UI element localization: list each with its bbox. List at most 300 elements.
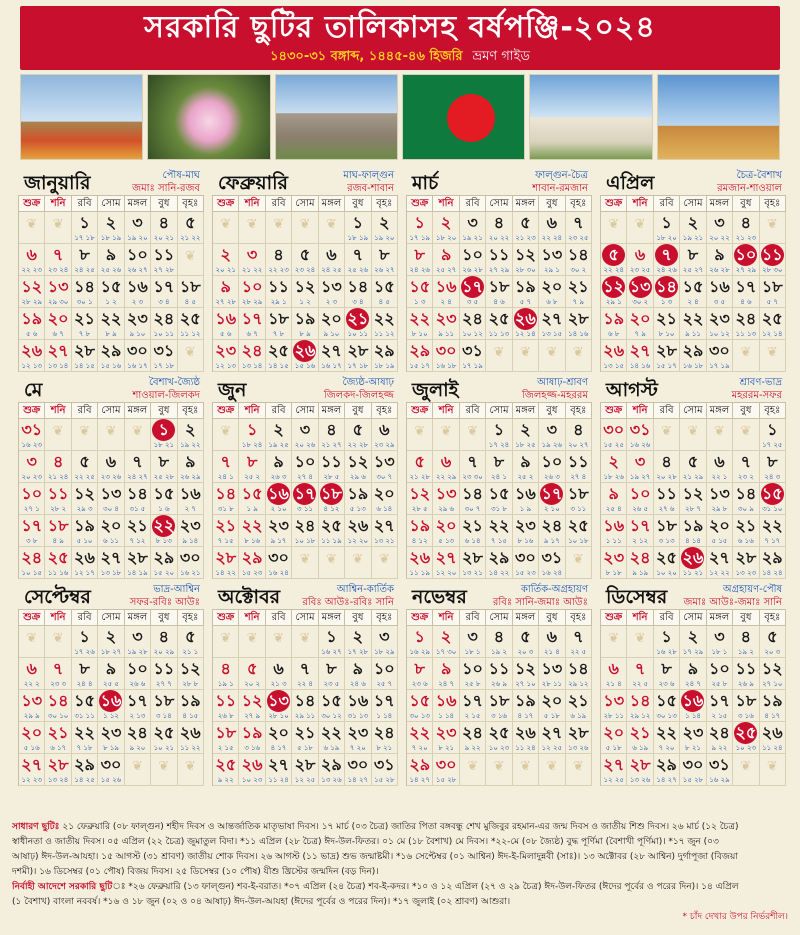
day-number: ৫ (414, 452, 425, 471)
day-cell (460, 658, 486, 690)
day-number: ৯ (687, 659, 699, 678)
day-number: ১ (493, 420, 505, 439)
day-cell (151, 276, 177, 308)
day-cell (680, 483, 706, 515)
bangla-hijri-dates: ৫ ১৮ (297, 744, 313, 752)
weekday-header: রবি (266, 196, 292, 212)
day-number: ৩ (379, 627, 390, 646)
empty-day-cell (345, 547, 371, 579)
floral-ornament-icon: ❦ (766, 345, 778, 360)
day-number: ৯ (220, 277, 231, 296)
day-cell (345, 690, 371, 722)
month-name: অক্টোবর (218, 586, 281, 608)
day-cell (372, 690, 398, 722)
day-number: ১ (661, 213, 672, 232)
bangla-hijri-dates: ৭ ১৫ (491, 537, 507, 545)
day-number: ২ (352, 627, 364, 646)
day-number: ৩ (132, 213, 143, 232)
bangla-hijri-dates: ২ ১৩ (129, 712, 146, 720)
day-number: ২২ (682, 309, 704, 328)
bangla-hijri-dates: ২৯ ১ (605, 298, 622, 306)
bangla-hijri-dates: ৮ ২১ (376, 744, 393, 752)
bangla-hijri-dates: ২৯ ৯ (23, 712, 40, 720)
weekday-header: শনি (627, 403, 653, 419)
bangla-hijri-dates: ২৮ ৫ (411, 505, 428, 513)
day-cell (566, 244, 592, 276)
day-number: ২ (220, 245, 231, 264)
floral-ornament-icon: ❦ (273, 631, 285, 646)
day-cell (760, 626, 786, 658)
day-number: ২০ (373, 484, 395, 503)
bangla-hijri-dates: ২৬ ৬ (129, 680, 146, 688)
bangla-hijri-dates: ২০ ২১ (153, 234, 175, 242)
day-cell (98, 308, 124, 340)
day-number: ১৯ (179, 691, 201, 710)
day-cell (539, 276, 565, 308)
bangla-hijri-dates: ২৬ ২৮ (462, 266, 483, 274)
bangla-hijri-dates: ৪ ৬ (740, 298, 752, 306)
bangla-hijri-dates: ২৭ ৪ (570, 473, 587, 481)
day-cell (319, 483, 345, 515)
bangla-hijri-dates: ১১ ১৯ (409, 569, 430, 577)
weekday-header: শুক্র (213, 196, 239, 212)
day-cell (72, 658, 98, 690)
bangla-hijri-dates: ২৫ ২৭ (435, 266, 457, 274)
day-number: ৩০ (179, 548, 201, 567)
day-cell (654, 276, 680, 308)
weekday-header: বুধ (539, 196, 565, 212)
day-number: ৪ (158, 213, 170, 232)
bangla-hijri-dates: ১৭ ২৪ (488, 441, 510, 449)
day-number: ২১ (656, 309, 677, 328)
floral-ornament-icon: ❦ (131, 424, 143, 439)
day-cell (513, 419, 539, 451)
bangla-hijri-dates: ২৯ ৬ (438, 505, 455, 513)
day-cell (345, 244, 371, 276)
bangla-hijri-dates: ২ ৭ (184, 505, 196, 513)
day-cell (345, 451, 371, 483)
day-cell (707, 690, 733, 722)
day-cell (407, 658, 433, 690)
day-cell (45, 658, 71, 690)
day-cell (151, 308, 177, 340)
bangla-hijri-dates: ২৩ ২৬ (100, 473, 122, 481)
day-cell (513, 483, 539, 515)
day-cell (654, 515, 680, 547)
day-cell (601, 515, 627, 547)
floral-ornament-icon: ❦ (661, 424, 673, 439)
day-cell (292, 722, 318, 754)
month-header (212, 374, 398, 402)
bangla-hijri-dates: ২৫ ৪ (605, 505, 622, 513)
weekday-header: শনি (433, 610, 459, 626)
floral-ornament-icon: ❦ (273, 217, 285, 232)
bangla-hijri-dates: ১৩ ১৪ (241, 362, 263, 370)
day-number: ২১ (215, 516, 237, 535)
bangla-hijri-dates: ১৮ ২৫ (515, 441, 536, 449)
bangla-months: আশ্বিন-কার্তিক (336, 584, 394, 595)
day-cell (566, 515, 592, 547)
day-cell (178, 626, 204, 658)
day-number: ২৯ (100, 341, 122, 360)
day-cell (72, 483, 98, 515)
day-number: ৮ (379, 245, 390, 264)
month-calendar (406, 609, 592, 786)
day-cell (72, 722, 98, 754)
bangla-hijri-dates: ৬ ৭ (52, 330, 64, 338)
day-number: ৪ (493, 627, 505, 646)
bangla-hijri-dates: ১ ৯ (519, 505, 532, 513)
day-number: ১৩ (709, 484, 730, 503)
day-number: ১২ (294, 277, 316, 296)
day-number: ২৯ (74, 755, 95, 774)
day-cell (239, 658, 265, 690)
day-cell (513, 515, 539, 547)
bangla-hijri-dates: ১৫ ২৩ (515, 569, 536, 577)
day-cell (601, 690, 627, 722)
day-cell (433, 451, 459, 483)
weekday-header: সোম (680, 610, 706, 626)
bangla-hijri-dates: ১৩ ২৬ (321, 776, 342, 784)
month-block (406, 372, 592, 579)
weekday-header: শুক্র (19, 403, 45, 419)
bangla-hijri-dates: ৮ ১৬ (244, 537, 261, 545)
day-number: ৪ (158, 627, 170, 646)
month-header (406, 581, 592, 609)
bangla-hijri-dates: ৪ ১৭ (270, 744, 287, 752)
day-number: ২৭ (541, 723, 563, 742)
day-number: ২১ (462, 516, 483, 535)
day-number: ২৮ (347, 341, 369, 360)
day-number: ১৯ (603, 309, 625, 328)
day-cell (486, 515, 512, 547)
bangla-hijri-dates: ২৪ ৩ (764, 473, 781, 481)
bangla-hijri-dates: ৩০ ১৩ (409, 712, 430, 720)
day-cell (372, 658, 398, 690)
bangla-hijri-dates: ৭ ২০ (658, 744, 675, 752)
weekday-header: রবি (654, 610, 680, 626)
day-number: ১৪ (74, 277, 95, 296)
bangla-hijri-dates: ৩ ১১ (570, 505, 587, 513)
empty-day-cell (98, 419, 124, 451)
day-cell (45, 515, 71, 547)
empty-day-cell (125, 419, 151, 451)
month-header (18, 374, 204, 402)
day-number: ১৬ (347, 691, 369, 710)
day-cell (19, 308, 45, 340)
day-number: ১৭ (373, 691, 395, 710)
day-number: ১০ (241, 277, 263, 296)
bangla-hijri-dates: ৫ ১৮ (605, 744, 622, 752)
day-number: ১৭ (241, 309, 263, 328)
bangla-hijri-dates: ১৩ ২১ (374, 537, 395, 545)
bangla-hijri-dates: ২ ১২ (632, 537, 649, 545)
bangla-months: চৈত্র-বৈশাখ (736, 170, 782, 181)
general-holiday-text-3: আষাঢ়) ঈদ-উল-আযহা। ১৫ আগস্ট (৩১ শ্রাবণ) জাতীয় শোক দিবস। ২৬ আগস্ট (১১ ভাদ্র) শুভ জন্মাষ্টমী। *১৬ সেপ্টেম্বর (০১ আশ্বিন) ঈদ-ই-মিলাদুন্নবী (সাঃ)। ১৩ অক্টোবর (২৮ আশ্বিন) দুর্গাপূজা (বিজয়া (12, 852, 738, 862)
bangla-hijri-dates: ২০ ২২ (709, 234, 730, 242)
day-cell (345, 626, 371, 658)
bangla-hijri-dates: ১৫ ২৩ (241, 569, 263, 577)
bangla-hijri-dates: ২৮ ৫ (323, 473, 340, 481)
month-block (18, 372, 204, 579)
weekday-header: মঙ্গল (125, 403, 151, 419)
day-number: ২৬ (347, 516, 369, 535)
weekday-header: মঙ্গল (125, 610, 151, 626)
day-number: ১২ (682, 484, 704, 503)
day-number: ১৫ (409, 691, 431, 710)
day-cell (98, 244, 124, 276)
day-cell (654, 244, 680, 276)
day-cell (72, 754, 98, 786)
bangla-hijri-dates: ২৭ ৪ (297, 473, 313, 481)
month-header (212, 167, 398, 195)
day-cell (151, 419, 177, 451)
day-cell (266, 754, 292, 786)
bangla-hijri-dates: ১৬ ২৩ (21, 441, 42, 449)
weekday-header: শুক্র (601, 196, 627, 212)
empty-day-cell (19, 626, 45, 658)
day-cell (319, 308, 345, 340)
bangla-hijri-dates: ১৪ ১৫ (74, 362, 95, 370)
bangla-hijri-dates: ১৯ ২০ (127, 234, 148, 242)
day-number: ২০ (629, 309, 651, 328)
weekday-header: শনি (239, 610, 265, 626)
bangla-hijri-dates: ৬ ৮ (546, 298, 558, 306)
holiday-date: ১৭ (541, 484, 563, 503)
day-number: ৭ (352, 245, 364, 264)
day-number: ২০ (21, 723, 43, 742)
day-cell (19, 276, 45, 308)
month-block (600, 579, 786, 786)
bangla-hijri-dates: ১৯ ২০ (374, 234, 395, 242)
day-number: ২১ (127, 516, 148, 535)
day-number: ২৩ (682, 723, 704, 742)
month-header (600, 374, 786, 402)
day-number: ১৭ (462, 691, 483, 710)
bangla-hijri-dates: ১২ ১৩ (21, 362, 42, 370)
day-number: ৩০ (709, 341, 730, 360)
era-years: ১৪৩০-৩১ বঙ্গাব্দ, ১৪৪৫-৪৬ হিজরি (270, 49, 463, 64)
bangla-hijri-dates: ১ ১৪ (376, 712, 393, 720)
bangla-hijri-dates: ১৩ ২৬ (568, 744, 589, 752)
bangla-hijri-dates: ১২ ১৭ (74, 569, 95, 577)
day-number: ১৭ (629, 516, 651, 535)
day-number: ১৬ (603, 516, 625, 535)
bangla-hijri-dates: ২৩ ২৪ (294, 266, 316, 274)
floral-ornament-icon: ❦ (493, 345, 505, 360)
bangla-hijri-dates: ৩০ ১ (76, 298, 93, 306)
day-cell (319, 754, 345, 786)
floral-ornament-icon: ❦ (740, 424, 752, 439)
day-number: ২৫ (488, 309, 510, 328)
weekday-header: শনি (627, 196, 653, 212)
day-number: ১৩ (373, 452, 395, 471)
day-cell (733, 451, 759, 483)
day-number: ১৪ (735, 484, 757, 503)
holiday-date: ১৬ (268, 484, 289, 503)
day-number: ৭ (573, 213, 584, 232)
day-cell (433, 244, 459, 276)
day-cell (566, 483, 592, 515)
day-cell (407, 212, 433, 244)
day-cell (627, 419, 653, 451)
weekday-header: সোম (486, 403, 512, 419)
day-number: ১ (414, 213, 425, 232)
bangla-hijri-dates: ২৯ ১ (270, 298, 287, 306)
day-number: ১১ (488, 245, 510, 264)
bangla-hijri-dates: ৯ ২২ (711, 744, 728, 752)
day-number: ১৩ (321, 277, 342, 296)
weekday-header: বৃহঃ (566, 196, 592, 212)
day-number: ৫ (687, 452, 699, 471)
day-number: ১১ (735, 659, 757, 678)
bangla-hijri-dates: ৭ ১৮ (76, 744, 93, 752)
bangla-hijri-dates: ২০ ২৬ (294, 441, 316, 449)
bangla-hijri-dates: ১১ ২১ (682, 569, 704, 577)
holiday-notes (12, 820, 788, 930)
bangla-hijri-dates: ২৮ ৩০ (515, 266, 536, 274)
day-cell (239, 244, 265, 276)
bangla-hijri-dates: ২৯ ৬ (349, 473, 366, 481)
day-number: ১৪ (127, 484, 148, 503)
bangla-hijri-dates: ৮ ১০ (411, 330, 428, 338)
bangla-hijri-dates: ১ ১৪ (438, 712, 455, 720)
day-cell (760, 276, 786, 308)
floral-ornament-icon: ❦ (325, 552, 337, 567)
weekday-header: বৃহঃ (178, 196, 204, 212)
day-number: ২৪ (127, 723, 148, 742)
day-cell (407, 626, 433, 658)
bangla-hijri-dates: ২৫ ৮ (464, 680, 481, 688)
hijri-months: শাবান-রমজান (532, 183, 588, 194)
bangla-hijri-dates: ২০ ২৩ (21, 473, 42, 481)
day-cell (760, 690, 786, 722)
day-cell (601, 276, 627, 308)
day-number: ৮ (326, 659, 337, 678)
day-number: ২৩ (347, 723, 369, 742)
bangla-months: কার্তিক-অগ্রহায়ণ (520, 584, 588, 595)
bangla-hijri-dates: ২১ ২৩ (515, 234, 536, 242)
day-cell (372, 483, 398, 515)
day-cell (151, 244, 177, 276)
day-cell (460, 212, 486, 244)
day-number: ১৭ (127, 691, 148, 710)
day-number: ১৭ (735, 277, 757, 296)
day-cell (125, 483, 151, 515)
empty-day-cell (539, 754, 565, 786)
bangla-hijri-dates: ১৫ ২৬ (100, 776, 122, 784)
day-cell (151, 212, 177, 244)
day-cell (539, 483, 565, 515)
day-cell (733, 690, 759, 722)
day-cell (460, 276, 486, 308)
day-cell (486, 308, 512, 340)
day-cell (760, 515, 786, 547)
weekday-header: সোম (98, 196, 124, 212)
bangla-hijri-dates: ১০ ২৩ (241, 776, 263, 784)
day-cell (627, 658, 653, 690)
day-cell (707, 308, 733, 340)
day-cell (345, 754, 371, 786)
day-number: ১৯ (515, 691, 536, 710)
bangla-hijri-dates: ১৬ ১৮ (682, 362, 704, 370)
empty-day-cell (539, 340, 565, 372)
bangla-hijri-dates: ১৭ ২৮ (347, 648, 369, 656)
day-number: ৮ (158, 452, 170, 471)
bangla-hijri-dates: ১০ ১২ (462, 330, 483, 338)
bangla-hijri-dates: ৫ ৭ (519, 298, 532, 306)
empty-day-cell (486, 340, 512, 372)
day-cell (601, 340, 627, 372)
day-number: ১০ (462, 659, 483, 678)
day-number: ২৭ (21, 755, 43, 774)
day-cell (486, 276, 512, 308)
day-cell (460, 547, 486, 579)
bangla-hijri-dates: ১৫ ১৭ (656, 362, 677, 370)
day-cell (266, 276, 292, 308)
day-number: ১৯ (241, 723, 263, 742)
day-number: ২৪ (462, 723, 483, 742)
bangla-hijri-dates: ২৬ ২৯ (180, 473, 201, 481)
bangla-hijri-dates: ১৪ ২৭ (347, 776, 369, 784)
day-number: ২০ (47, 309, 69, 328)
bangla-hijri-dates: ৩ ৫ (466, 298, 479, 306)
bangla-hijri-dates: ২৭ ২৯ (488, 266, 510, 274)
day-number: ৬ (714, 452, 725, 471)
weekday-header: সোম (486, 610, 512, 626)
bangla-hijri-dates: ১৬ ২৯ (409, 648, 430, 656)
weekday-header: শুক্র (407, 610, 433, 626)
weekday-header: বুধ (345, 403, 371, 419)
day-number: ৯ (352, 659, 364, 678)
weekday-header: সোম (292, 196, 318, 212)
day-cell (151, 722, 177, 754)
day-number: ২৫ (656, 548, 677, 567)
bangla-hijri-dates: ৫ ১৩ (349, 505, 366, 513)
day-cell (19, 451, 45, 483)
day-number: ৩১ (541, 548, 563, 567)
bangla-hijri-dates: ২১ ২৮ (409, 473, 430, 481)
empty-day-cell (178, 754, 204, 786)
day-number: ১৬ (127, 277, 148, 296)
bangla-hijri-dates: ২৬ ২৭ (127, 266, 148, 274)
hijri-months: জমাঃ আউঃ-জমাঃ সানি (683, 597, 782, 608)
day-number: ৭ (740, 452, 752, 471)
bangla-hijri-dates: ১৪ ২৭ (409, 776, 430, 784)
month-header (406, 167, 592, 195)
day-cell (707, 658, 733, 690)
day-cell (539, 658, 565, 690)
day-number: ৩ (132, 627, 143, 646)
floral-ornament-icon: ❦ (26, 631, 38, 646)
bangla-hijri-dates: ১৯ ২১ (462, 234, 483, 242)
day-number: ৬ (608, 659, 619, 678)
bangla-hijri-dates: ১৬ ১৭ (321, 362, 342, 370)
day-cell (151, 483, 177, 515)
day-number: ৪ (273, 245, 284, 264)
empty-day-cell (601, 212, 627, 244)
weekday-header: শুক্র (213, 403, 239, 419)
day-cell (601, 483, 627, 515)
empty-day-cell (460, 754, 486, 786)
bangla-hijri-dates: ১৯ ২৫ (268, 441, 289, 449)
day-number: ৩০ (435, 755, 457, 774)
day-cell (707, 451, 733, 483)
day-number: ২২ (656, 723, 677, 742)
day-cell (733, 626, 759, 658)
day-number: ১ (414, 627, 425, 646)
bangla-hijri-dates: ১৭ ১৯ (409, 234, 430, 242)
